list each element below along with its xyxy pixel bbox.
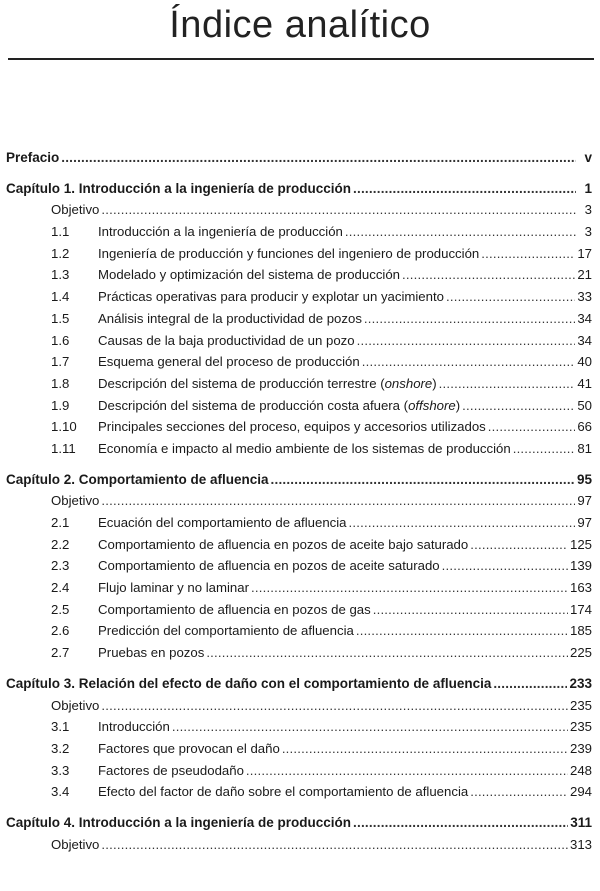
- entry-title: Prefacio: [6, 150, 60, 165]
- entry-title: Factores que provocan el daño: [98, 740, 280, 756]
- toc-entry-section[interactable]: [6, 558, 592, 580]
- page-number: 97: [577, 493, 592, 509]
- page-number: 235: [569, 697, 592, 713]
- entry-title: Objetivo: [51, 697, 100, 713]
- entry-title: Comportamiento de afluencia en pozos de aceite saturado: [98, 558, 440, 574]
- toc-entry-section[interactable]: [6, 537, 592, 559]
- toc-entry-section[interactable]: [6, 623, 592, 645]
- entry-title: Capítulo 4. Introducción a la ingeniería de producción: [6, 814, 352, 830]
- page-number: 97: [577, 515, 592, 530]
- toc-entry-section[interactable]: [6, 354, 592, 376]
- dot-leader: [446, 289, 575, 304]
- section-number: 2.1: [51, 515, 70, 530]
- page-number: 248: [569, 762, 592, 778]
- page-number: 3: [584, 202, 592, 218]
- toc-entry-section[interactable]: [6, 441, 592, 463]
- toc-entry-section[interactable]: [6, 224, 592, 246]
- page-number: 81: [577, 440, 592, 456]
- entry-title: Comportamiento de afluencia en pozos de aceite bajo saturado: [98, 536, 469, 552]
- section-number: 1.8: [51, 375, 70, 391]
- section-number: 2.6: [51, 623, 70, 639]
- dot-leader: [353, 181, 576, 196]
- toc-entry-section[interactable]: [6, 719, 592, 741]
- page-number: 34: [577, 310, 592, 326]
- toc-entry-section[interactable]: [6, 515, 592, 537]
- entry-title: Capítulo 1. Introducción a la ingeniería de producción: [6, 180, 352, 196]
- entry-title: Principales secciones del proceso, equipos y accesorios utilizados: [98, 419, 486, 435]
- dot-leader: [282, 741, 568, 756]
- section-number: 1.4: [51, 289, 70, 305]
- entry-title: Ecuación del comportamiento de afluencia: [98, 515, 347, 530]
- page-number: 239: [569, 740, 592, 756]
- toc-entry-section[interactable]: [6, 763, 592, 785]
- page-number: 41: [577, 375, 592, 391]
- entry-title: Modelado y optimización del sistema de producción: [98, 267, 401, 283]
- dot-leader: [206, 645, 568, 660]
- entry-title: Ingeniería de producción y funciones del ingeniero de producción: [98, 245, 480, 261]
- page-number: 21: [577, 267, 592, 283]
- section-number: 1.10: [51, 419, 77, 435]
- page-number: 3: [584, 224, 592, 240]
- dot-leader: [462, 398, 575, 413]
- toc-entry-section[interactable]: [6, 602, 592, 624]
- toc-entry-objective[interactable]: [6, 493, 592, 515]
- dot-leader: [101, 202, 576, 217]
- section-number: 1.6: [51, 332, 70, 348]
- section-number: 1.11: [51, 440, 76, 456]
- table-of-contents: [6, 150, 592, 858]
- page-number: 1: [584, 180, 592, 196]
- toc-entry-section[interactable]: [6, 419, 592, 441]
- toc-entry-chapter[interactable]: [6, 181, 592, 203]
- section-number: 2.5: [51, 601, 70, 617]
- toc-entry-objective[interactable]: [6, 837, 592, 859]
- entry-title: Prácticas operativas para producir y explotar un yacimiento: [98, 289, 444, 305]
- toc-entry-chapter[interactable]: [6, 676, 592, 698]
- dot-leader: [251, 580, 568, 595]
- entry-title: Flujo laminar y no laminar: [98, 580, 249, 596]
- section-number: 1.1: [51, 224, 70, 240]
- page-number: 125: [569, 536, 592, 552]
- dot-leader: [172, 719, 568, 734]
- dot-leader: [364, 311, 575, 326]
- toc-entry-section[interactable]: [6, 376, 592, 398]
- entry-title: Factores de pseudodaño: [98, 762, 244, 778]
- page-number: 163: [569, 580, 592, 596]
- section-number: 2.2: [51, 536, 70, 552]
- dot-leader: [101, 698, 568, 713]
- entry-title: Introducción: [98, 719, 170, 735]
- toc-entry-chapter[interactable]: [6, 815, 592, 837]
- entry-title: Esquema general del proceso de producción: [98, 354, 360, 370]
- dot-leader: [349, 515, 576, 530]
- page-number: 174: [569, 601, 592, 617]
- entry-title: Capítulo 2. Comportamiento de afluencia: [6, 471, 269, 487]
- entry-title: Objetivo: [51, 493, 100, 509]
- entry-title: Predicción del comportamiento de afluencia: [98, 623, 354, 639]
- page-number: 33: [577, 289, 592, 305]
- toc-entry-section[interactable]: [6, 741, 592, 763]
- dot-leader: [439, 376, 576, 391]
- entry-title: Capítulo 3. Relación del efecto de daño con el comportamiento de afluencia: [6, 675, 492, 691]
- section-number: 1.9: [51, 397, 70, 413]
- section-number: 3.4: [51, 784, 70, 800]
- toc-entry-section[interactable]: [6, 289, 592, 311]
- dot-leader: [488, 419, 576, 434]
- page-number: 235: [569, 719, 592, 735]
- dot-leader: [442, 558, 568, 573]
- dot-leader: [470, 537, 568, 552]
- entry-title: Objetivo: [51, 202, 100, 218]
- dot-leader: [101, 837, 568, 852]
- toc-entry-objective[interactable]: [6, 202, 592, 224]
- page-number: 95: [576, 471, 592, 487]
- page-number: 233: [569, 675, 592, 691]
- dot-leader: [356, 623, 568, 638]
- page-number: 225: [569, 645, 592, 661]
- entry-title: Descripción del sistema de producción costa afuera (offshore): [98, 397, 461, 413]
- spacer: [6, 667, 592, 676]
- page-number: 185: [569, 623, 592, 639]
- dot-leader: [345, 224, 576, 239]
- section-number: 2.7: [51, 645, 70, 661]
- spacer: [6, 806, 592, 815]
- spacer: [6, 172, 592, 181]
- page-number: 17: [577, 245, 592, 261]
- toc-entry-section[interactable]: [6, 398, 592, 420]
- toc-entry-preface[interactable]: [6, 150, 592, 172]
- section-number: 2.3: [51, 558, 70, 574]
- entry-title: Economía e impacto al medio ambiente de los sistemas de producción: [98, 440, 511, 456]
- dot-leader: [513, 441, 576, 456]
- dot-leader: [353, 815, 568, 830]
- section-number: 3.2: [51, 740, 70, 756]
- dot-leader: [481, 246, 575, 261]
- toc-entry-section[interactable]: [6, 333, 592, 355]
- dot-leader: [246, 763, 568, 778]
- title-rule: [8, 58, 594, 60]
- dot-leader: [470, 784, 568, 799]
- page-number: 311: [570, 814, 592, 830]
- entry-title: Pruebas en pozos: [98, 645, 205, 661]
- toc-entry-chapter[interactable]: [6, 472, 592, 494]
- toc-entry-section[interactable]: [6, 267, 592, 289]
- dot-leader: [493, 676, 567, 691]
- dot-leader: [101, 493, 575, 508]
- section-number: 1.5: [51, 310, 70, 326]
- entry-title: Comportamiento de afluencia en pozos de gas: [98, 601, 371, 617]
- dot-leader: [362, 354, 576, 369]
- section-number: 2.4: [51, 580, 70, 596]
- page-number: 50: [577, 397, 592, 413]
- dot-leader: [271, 472, 575, 487]
- page-number: 34: [577, 332, 592, 348]
- page-number: 313: [569, 836, 592, 852]
- page-number: 294: [569, 784, 592, 800]
- entry-title: Objetivo: [51, 836, 100, 852]
- entry-title: Análisis integral de la productividad de pozos: [98, 310, 362, 326]
- toc-entry-section[interactable]: [6, 311, 592, 333]
- toc-entry-section[interactable]: [6, 246, 592, 268]
- dot-leader: [402, 267, 575, 282]
- page-number: 139: [569, 558, 592, 574]
- entry-title: Causas de la baja productividad de un pozo: [98, 332, 355, 348]
- page-title: Índice analítico: [169, 4, 431, 46]
- section-number: 3.3: [51, 762, 70, 778]
- spacer: [6, 463, 592, 472]
- toc-entry-objective[interactable]: [6, 698, 592, 720]
- page-number: 66: [577, 419, 592, 435]
- page-number: v: [584, 150, 592, 165]
- toc-entry-section[interactable]: [6, 580, 592, 602]
- dot-leader: [357, 333, 576, 348]
- entry-title: Introducción a la ingeniería de producción: [98, 224, 343, 240]
- dot-leader: [61, 150, 576, 165]
- entry-title: Efecto del factor de daño sobre el comportamiento de afluencia: [98, 784, 469, 800]
- section-number: 3.1: [51, 719, 70, 735]
- entry-title: Descripción del sistema de producción terrestre (onshore): [98, 375, 437, 391]
- toc-entry-section[interactable]: [6, 784, 592, 806]
- section-number: 1.7: [51, 354, 70, 370]
- section-number: 1.3: [51, 267, 70, 283]
- page-number: 40: [577, 354, 592, 370]
- section-number: 1.2: [51, 245, 70, 261]
- toc-entry-section[interactable]: [6, 645, 592, 667]
- dot-leader: [373, 602, 568, 617]
